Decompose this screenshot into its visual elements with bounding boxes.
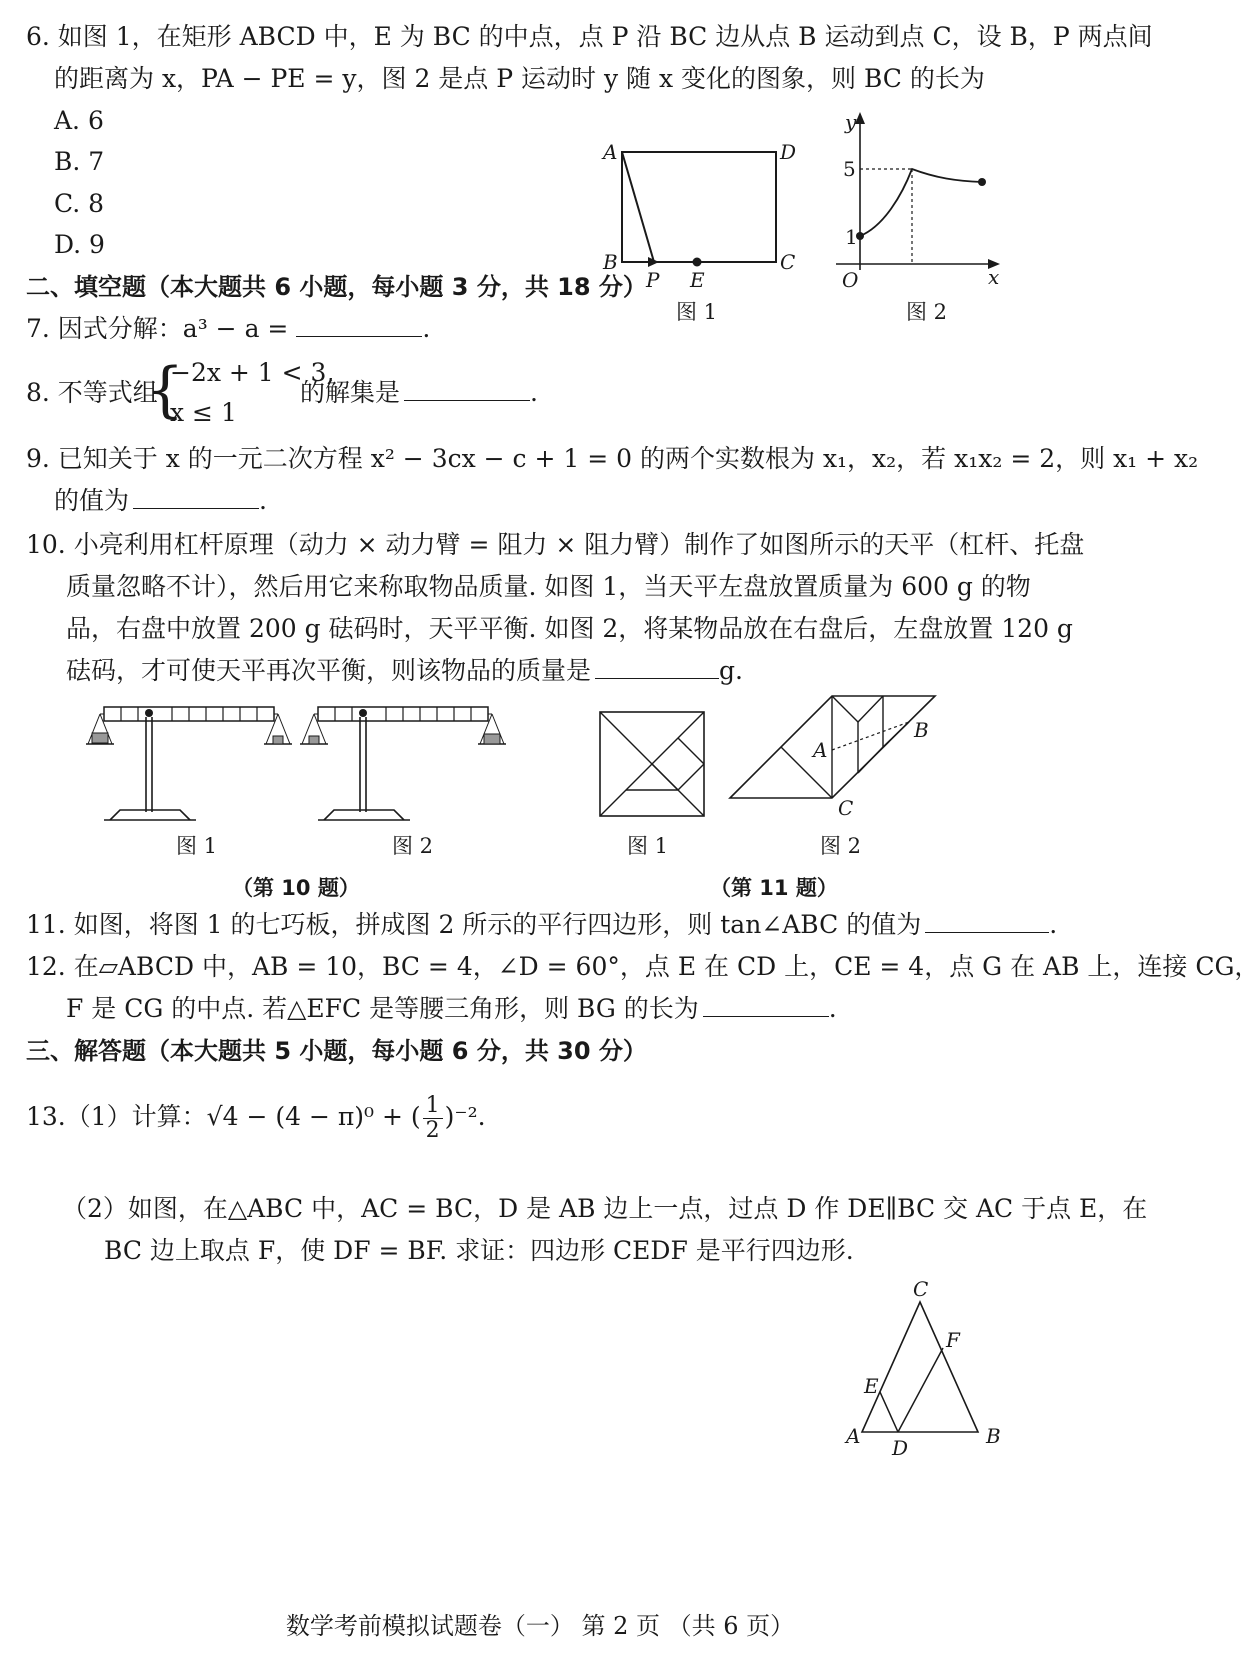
q7-end: . (422, 314, 431, 343)
q13-part1-prefix: 13.（1）计算： (26, 1102, 207, 1131)
fig1-label-d: D (780, 140, 797, 164)
q10-line1: 10. 小亮利用杠杆原理（动力 × 动力臂 = 阻力 × 阻力臂）制作了如图所示的天平（杠杆、托盘 (26, 530, 1085, 559)
q11-fig2-caption: 图 2 (820, 834, 862, 858)
q6-line2: 的距离为 x，PA − PE = y，图 2 是点 P 运动时 y 随 x 变化的图象，则 BC 的长为 (54, 64, 985, 93)
q10-line3: 品，右盘中放置 200 g 砝码时，天平平衡. 如图 2，将某物品放在右盘后，左盘放置 120 g (66, 614, 1073, 643)
q13-part1-tail: )⁻². (444, 1102, 486, 1131)
q8-end: . (530, 378, 538, 407)
q11-figure-label: （第 11 题） (710, 876, 838, 900)
section-2-heading: 二、填空题（本大题共 6 小题，每小题 3 分，共 18 分） (26, 273, 647, 301)
q6-line1: 6. 如图 1，在矩形 ABCD 中，E 为 BC 的中点，点 P 沿 BC 边从点 B 运动到点 C，设 B，P 两点间 (26, 22, 1153, 51)
q12-prompt: F 是 CG 的中点. 若△EFC 是等腰三角形，则 BG 的长为 (66, 994, 699, 1023)
q13-fig-label-f: F (946, 1328, 960, 1352)
page-footer: 数学考前模拟试题卷（一） 第 2 页 （共 6 页） (285, 1612, 795, 1640)
q10-end: g. (719, 656, 743, 685)
tangram-label-a: A (813, 738, 828, 762)
q10-line2: 质量忽略不计），然后用它来称取物品质量. 如图 1，当天平左盘放置质量为 600 g 的物 (66, 572, 1031, 601)
tangram-label-b: B (914, 718, 929, 742)
q6-option-d: D. 9 (54, 230, 105, 259)
q10-fig1-caption: 图 1 (176, 834, 218, 858)
q11-end: . (1049, 910, 1058, 939)
fig1-label-a: A (603, 140, 618, 164)
fig2-tick-5: 5 (843, 157, 856, 181)
fig2-origin: O (842, 268, 859, 292)
q8-row1: −2x + 1 < 3, (170, 358, 335, 387)
q13-fig-label-a: A (846, 1424, 861, 1448)
fig2-axis-x: x (988, 265, 1000, 289)
q13-fig-label-b: B (986, 1424, 1001, 1448)
fig2-tick-1: 1 (845, 225, 858, 249)
q8-suffix: 的解集是 (300, 378, 401, 407)
q6-option-c: C. 8 (54, 189, 105, 218)
q13-fig-label-d: D (892, 1436, 909, 1460)
section-3-heading: 三、解答题（本大题共 5 小题，每小题 6 分，共 30 分） (26, 1037, 647, 1065)
q6-option-a: A. 6 (54, 106, 104, 135)
q13-frac-num: 1 (423, 1094, 443, 1119)
q6-option-b: B. 7 (54, 147, 105, 176)
q10-figure-label: （第 10 题） (232, 876, 360, 900)
q9-end: . (259, 486, 267, 515)
q10-fig2-caption: 图 2 (392, 834, 434, 858)
fig1-label-b: B (603, 250, 618, 274)
q13-frac-den: 2 (425, 1118, 440, 1143)
tangram-label-c: C (838, 796, 854, 820)
q8-row2: x ≤ 1 (170, 398, 237, 427)
q6-fig1-caption: 图 1 (676, 300, 718, 324)
q8-prefix: 8. 不等式组 (26, 378, 158, 407)
fig1-label-e: E (690, 268, 705, 292)
q9-line1: 9. 已知关于 x 的一元二次方程 x² − 3cx − c + 1 = 0 的两个实数根为 x₁，x₂，若 x₁x₂ = 2，则 x₁ + x₂ (26, 444, 1199, 473)
fig1-label-p: P (646, 268, 660, 292)
q8-brace-icon: { (146, 355, 185, 425)
q11-fig1-caption: 图 1 (627, 834, 669, 858)
q13-fig-label-c: C (913, 1277, 929, 1301)
q13-part1-expr: √4 − (4 − π)⁰ + ( (206, 1102, 421, 1131)
q13-fig-label-e: E (864, 1374, 879, 1398)
q10-prompt: 砝码，才可使天平再次平衡，则该物品的质量是 (66, 656, 592, 685)
q13-part2-line1: （2）如图，在△ABC 中，AC = BC，D 是 AB 边上一点，过点 D 作 DE∥BC 交 AC 于点 E，在 (62, 1194, 1148, 1223)
q6-fig2-caption: 图 2 (906, 300, 948, 324)
q13-part2-line2: BC 边上取点 F，使 DF = BF. 求证：四边形 CEDF 是平行四边形. (104, 1236, 854, 1265)
q12-end: . (828, 994, 837, 1023)
q9-prompt: 的值为 (54, 486, 130, 515)
q11-prompt: 11. 如图，将图 1 的七巧板，拼成图 2 所示的平行四边形，则 tan∠ABC 的值为 (26, 910, 922, 939)
q7-prompt: 7. 因式分解：a³ − a = (26, 314, 289, 343)
fig1-label-c: C (780, 250, 796, 274)
q12-line1: 12. 在▱ABCD 中，AB = 10，BC = 4，∠D = 60°，点 E 在 CD 上，CE = 4，点 G 在 AB 上，连接 CG， (26, 952, 1259, 981)
fig2-axis-y: y (845, 110, 857, 134)
